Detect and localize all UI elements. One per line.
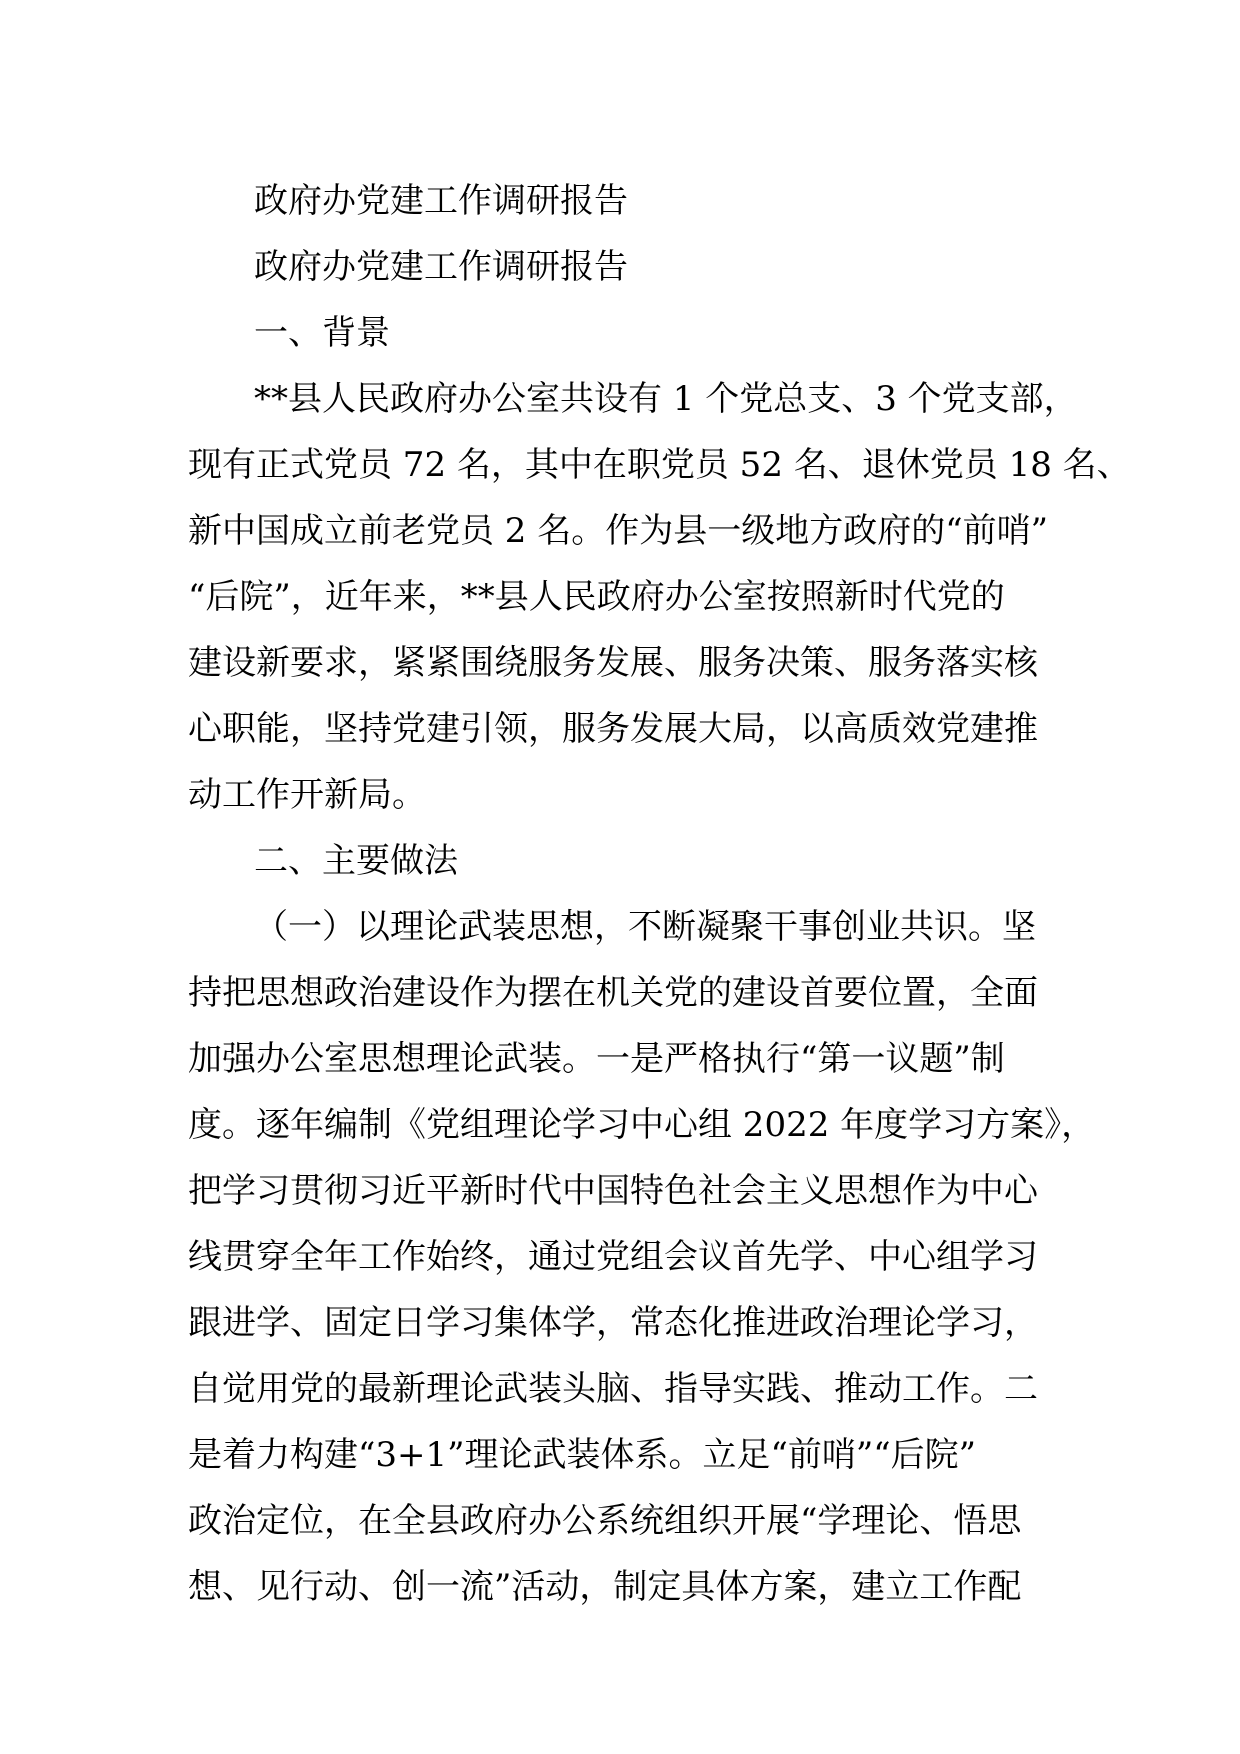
paragraph-line: 现有正式党员 72 名，其中在职党员 52 名、退休党员 18 名、 xyxy=(188,445,1131,485)
paragraph-line: （一）以理论武装思想，不断凝聚干事创业共识。坚 xyxy=(254,907,1036,947)
paragraph-line: 度。逐年编制《党组理论学习中心组 2022 年度学习方案》， xyxy=(188,1105,1096,1145)
paragraph-line: 跟进学、固定日学习集体学，常态化推进政治理论学习， xyxy=(188,1303,1038,1343)
document-body xyxy=(188,168,1131,1620)
paragraph-line: 建设新要求，紧紧围绕服务发展、服务决策、服务落实核 xyxy=(188,643,1038,683)
document-subtitle: 政府办党建工作调研报告 xyxy=(254,247,628,287)
paragraph-line: 持把思想政治建设作为摆在机关党的建设首要位置，全面 xyxy=(188,973,1038,1013)
paragraph-line: 动工作开新局。 xyxy=(188,775,426,815)
paragraph-line: “后院”，近年来，**县人民政府办公室按照新时代党的 xyxy=(188,577,1005,617)
document-title: 政府办党建工作调研报告 xyxy=(254,181,628,221)
paragraph-line: 线贯穿全年工作始终，通过党组会议首先学、中心组学习 xyxy=(188,1237,1038,1277)
paragraph-line: 把学习贯彻习近平新时代中国特色社会主义思想作为中心 xyxy=(188,1171,1038,1211)
section-heading-background: 一、背景 xyxy=(254,313,390,353)
paragraph-line: 是着力构建“3+1”理论武装体系。立足“前哨”“后院” xyxy=(188,1435,977,1475)
paragraph-main-practices xyxy=(188,894,1096,1620)
paragraph-line: 新中国成立前老党员 2 名。作为县一级地方政府的“前哨” xyxy=(188,511,1049,551)
paragraph-line: **县人民政府办公室共设有 1 个党总支、3 个党支部， xyxy=(254,379,1078,419)
paragraph-line: 心职能，坚持党建引领，服务发展大局，以高质效党建推 xyxy=(188,709,1038,749)
paragraph-line: 想、见行动、创一流”活动，制定具体方案，建立工作配 xyxy=(188,1567,1022,1607)
paragraph-line: 加强办公室思想理论武装。一是严格执行“第一议题”制 xyxy=(188,1039,1005,1079)
paragraph-line: 自觉用党的最新理论武装头脑、指导实践、推动工作。二 xyxy=(188,1369,1038,1409)
paragraph-line: 政治定位，在全县政府办公系统组织开展“学理论、悟思 xyxy=(188,1501,1022,1541)
section-heading-main-practices: 二、主要做法 xyxy=(254,841,458,881)
paragraph-background xyxy=(188,366,1131,828)
